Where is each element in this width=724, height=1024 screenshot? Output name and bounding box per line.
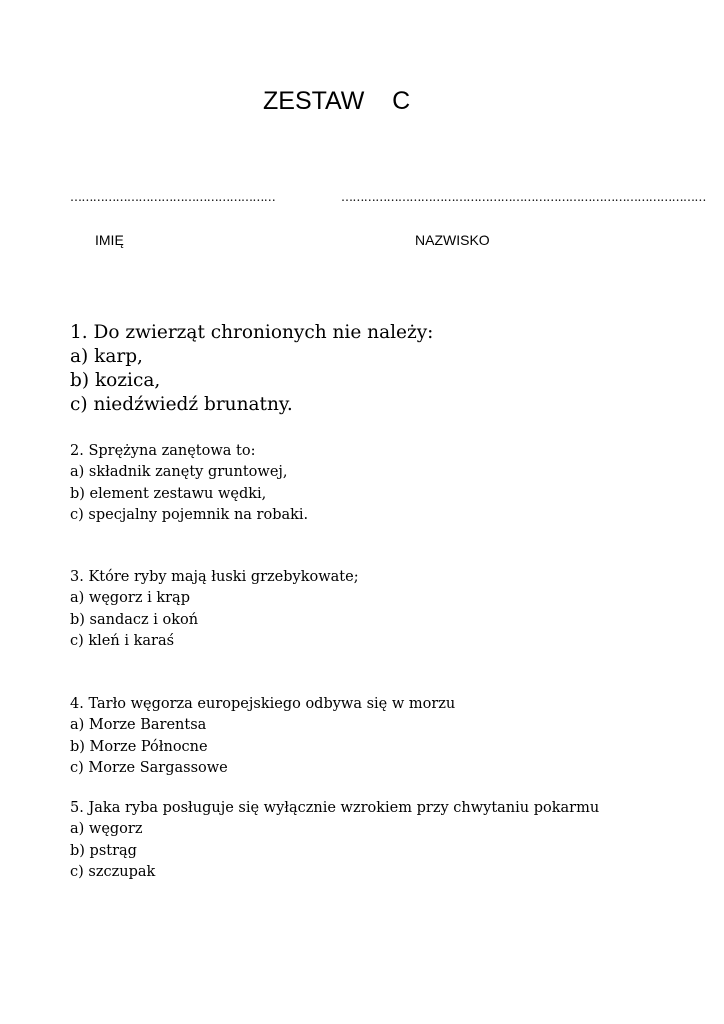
question-3 xyxy=(70,567,359,652)
question-5 xyxy=(70,798,599,883)
question-4-answer-b: b) Morze Północne xyxy=(70,738,208,755)
question-2-answer-c: c) specjalny pojemnik na robaki. xyxy=(70,506,309,523)
question-2 xyxy=(70,441,308,526)
question-3-text: 3. Które ryby mają łuski grzebykowate; xyxy=(70,569,359,585)
question-3-answer-c: c) kleń i karaś xyxy=(70,632,175,649)
question-1-answer-b: b) kozica, xyxy=(70,370,161,391)
question-5-answer-c: c) szczupak xyxy=(70,863,156,880)
question-4-text: 4. Tarło węgorza europejskiego odbywa się w morzu xyxy=(70,696,456,712)
question-4 xyxy=(70,694,455,779)
question-2-text: 2. Sprężyna zanętowa to: xyxy=(70,443,256,459)
question-3-answer-a: a) węgorz i krąp xyxy=(70,590,190,607)
question-1-text: 1. Do zwierząt chronionych nie należy: xyxy=(70,322,434,343)
surname-label: NAZWISKO xyxy=(415,232,490,248)
question-2-answer-b: b) element zestawu wędki, xyxy=(70,485,267,502)
question-1 xyxy=(70,321,433,417)
question-5-answer-b: b) pstrąg xyxy=(70,842,137,859)
question-1-answer-c: c) niedźwiedź brunatny. xyxy=(70,394,293,415)
surname-fill-line: …………………………………………………………………………………… xyxy=(341,190,706,204)
question-1-answer-a: a) karp, xyxy=(70,346,143,367)
page-title: ZESTAW C xyxy=(263,87,411,115)
name-fill-line: ……………………………………………… xyxy=(70,190,276,204)
question-5-answer-a: a) węgorz xyxy=(70,821,143,838)
name-label: IMIĘ xyxy=(95,232,124,248)
question-5-text: 5. Jaka ryba posługuje się wyłącznie wzrokiem przy chwytaniu pokarmu xyxy=(70,800,600,816)
question-2-answer-a: a) składnik zanęty gruntowej, xyxy=(70,464,288,481)
question-4-answer-a: a) Morze Barentsa xyxy=(70,717,207,734)
question-4-answer-c: c) Morze Sargassowe xyxy=(70,759,228,776)
question-3-answer-b: b) sandacz i okoń xyxy=(70,611,199,628)
